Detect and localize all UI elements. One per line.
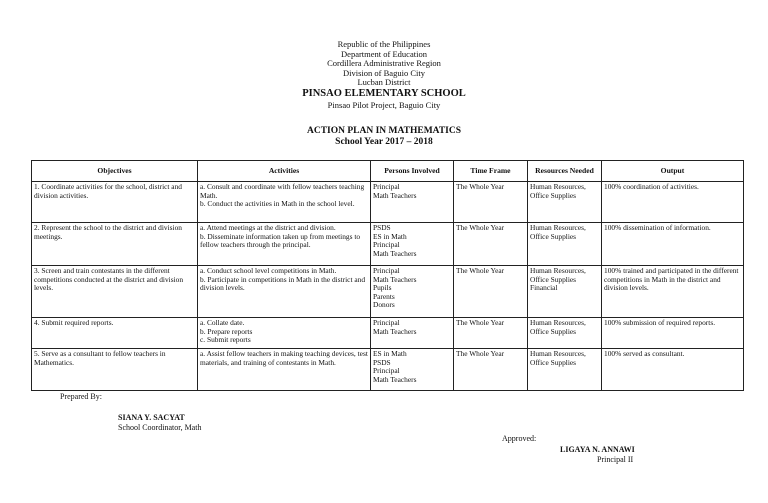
person-text: Principal <box>373 266 400 275</box>
persons-cell <box>371 266 454 318</box>
output-cell: 100% dissemination of information. <box>602 223 744 266</box>
resource-text: Financial <box>530 283 558 293</box>
activities-cell <box>198 266 371 318</box>
table-header-row <box>32 161 744 182</box>
table-row <box>32 182 744 223</box>
resources-cell <box>528 349 602 391</box>
output-cell: 100% served as consultant. <box>602 349 744 391</box>
person-text: Math Teachers <box>373 248 417 258</box>
objective-cell <box>32 266 198 318</box>
person-text: Principal <box>373 366 400 376</box>
person-text: Math Teachers <box>373 374 417 384</box>
activity-text: a. Assist fellow teachers in making teaching devices, test materials, and training of contestants in Math. <box>200 349 368 367</box>
resources-cell <box>528 318 602 349</box>
document-header <box>0 40 768 110</box>
persons-cell <box>371 349 454 391</box>
objective-cell <box>32 223 198 266</box>
person-text: PSDS <box>373 357 391 367</box>
objective-text: 4. Submit required reports. <box>34 318 114 327</box>
persons-cell <box>371 182 454 223</box>
resource-text: Office Supplies <box>530 274 577 284</box>
objective-cell <box>32 182 198 223</box>
output-cell: 100% submission of required reports. <box>602 318 744 349</box>
person-text: Principal <box>373 240 400 250</box>
activity-text: a. Conduct school level competitions in Math. <box>200 266 337 275</box>
activity-text: a. Attend meetings at the district and division. <box>200 223 336 232</box>
time-frame-cell: The Whole Year <box>454 318 528 349</box>
person-text: PSDS <box>373 223 391 232</box>
person-text: Donors <box>373 300 395 310</box>
person-text: Principal <box>373 182 400 191</box>
activity-text: b. Disseminate information taken up from meetings to fellow teachers through the principal. <box>200 231 361 250</box>
column-header-activities: Activities <box>198 161 371 182</box>
output-cell: 100% trained and participated in the different competitions in Math in the district and division levels. <box>602 266 744 318</box>
prepared-by-label: Prepared By: <box>60 392 102 401</box>
column-header-objectives: Objectives <box>32 161 198 182</box>
resource-text: Human Resources, <box>530 223 586 232</box>
plan-title-main: ACTION PLAN IN MATHEMATICS <box>306 126 462 136</box>
person-text: Math Teachers <box>373 326 417 336</box>
table-row <box>32 349 744 391</box>
header-line-5: Lucban District <box>357 77 411 88</box>
activity-text: b. Prepare reports <box>200 326 253 336</box>
resource-text: Human Resources, <box>530 318 586 327</box>
resource-text: Office Supplies <box>530 190 577 200</box>
person-text: ES in Math <box>373 231 407 241</box>
objective-text: 5. Serve as a consultant to fellow teachers in Mathematics. <box>34 349 166 367</box>
resource-text: Office Supplies <box>530 231 577 241</box>
person-text: Math Teachers <box>373 190 417 200</box>
column-header-output: Output <box>602 161 744 182</box>
table-row <box>32 223 744 266</box>
activities-cell <box>198 318 371 349</box>
approved-by-name: LIGAYA N. ANNAWI <box>560 445 635 454</box>
person-text: Pupils <box>373 283 392 293</box>
header-line-1: Republic of the Philippines <box>337 39 431 49</box>
table-row <box>32 266 744 318</box>
resources-cell <box>528 266 602 318</box>
person-text: Parents <box>373 291 395 301</box>
header-line-4: Division of Baguio City <box>343 67 425 78</box>
activities-cell <box>198 349 371 391</box>
approved-by-title: Principal II <box>597 455 634 464</box>
table-row <box>32 318 744 349</box>
column-header-resources: Resources Needed <box>528 161 602 182</box>
objective-text: 1. Coordinate activities for the school, district and division activities. <box>34 182 182 200</box>
person-text: ES in Math <box>373 349 407 358</box>
action-plan-table <box>31 160 744 391</box>
resource-text: Human Resources, <box>530 266 586 275</box>
activity-text: a. Collate date. <box>200 318 245 327</box>
school-name: PINSAO ELEMENTARY SCHOOL <box>302 87 466 99</box>
activity-text: c. Submit reports <box>200 335 251 345</box>
objective-text: 2. Represent the school to the district and division meetings. <box>34 223 182 241</box>
time-frame-cell: The Whole Year <box>454 349 528 391</box>
plan-title-year: School Year 2017 – 2018 <box>335 137 433 147</box>
activity-text: a. Consult and coordinate with fellow teachers teaching Math. <box>200 182 365 200</box>
output-cell: 100% coordination of activities. <box>602 182 744 223</box>
persons-cell <box>371 223 454 266</box>
resource-text: Human Resources, <box>530 182 586 191</box>
objective-cell <box>32 318 198 349</box>
resource-text: Human Resources, <box>530 349 586 358</box>
resources-cell <box>528 182 602 223</box>
prepared-by-title: School Coordinator, Math <box>118 423 202 432</box>
time-frame-cell: The Whole Year <box>454 266 528 318</box>
person-text: Principal <box>373 318 400 327</box>
persons-cell <box>371 318 454 349</box>
school-address: Pinsao Pilot Project, Baguio City <box>327 99 441 110</box>
column-header-persons: Persons Involved <box>371 161 454 182</box>
header-line-2: Department of Education <box>341 48 427 59</box>
activity-text: b. Conduct the activities in Math in the school level. <box>200 199 355 209</box>
approved-label: Approved: <box>502 434 537 443</box>
objective-text: 3. Screen and train contestants in the different competitions conducted at the district and division levels. <box>34 266 184 293</box>
activities-cell <box>198 182 371 223</box>
activities-cell <box>198 223 371 266</box>
person-text: Math Teachers <box>373 274 417 284</box>
header-line-3: Cordillera Administrative Region <box>327 58 441 69</box>
resources-cell <box>528 223 602 266</box>
resource-text: Office Supplies <box>530 357 577 367</box>
time-frame-cell: The Whole Year <box>454 182 528 223</box>
plan-title <box>0 126 768 148</box>
resource-text: Office Supplies <box>530 326 577 336</box>
objective-cell <box>32 349 198 391</box>
time-frame-cell: The Whole Year <box>454 223 528 266</box>
activity-text: b. Participate in competitions in Math in the district and division levels. <box>200 274 366 293</box>
column-header-time-frame: Time Frame <box>454 161 528 182</box>
prepared-by-name: SIANA Y. SACYAT <box>118 413 185 422</box>
